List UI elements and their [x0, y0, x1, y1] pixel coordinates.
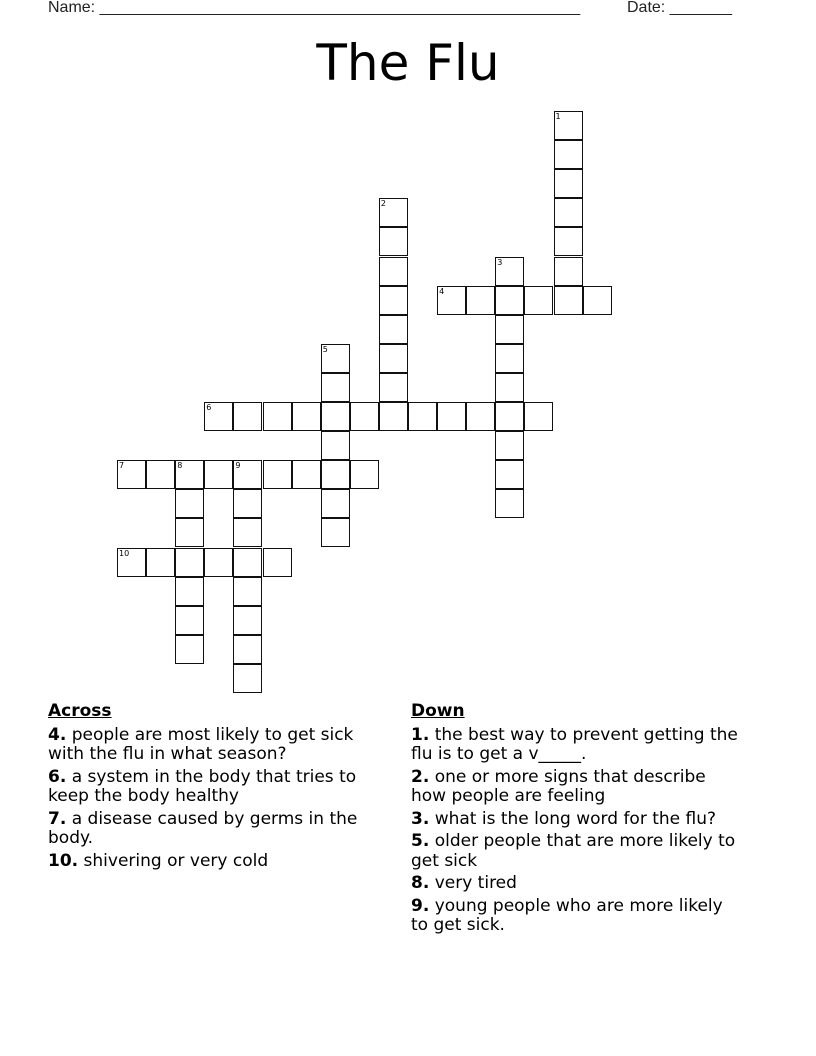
- crossword-cell[interactable]: [321, 489, 350, 518]
- down-clues: [411, 702, 741, 939]
- clue-down-8: 8. very tired: [411, 873, 517, 893]
- crossword-cell[interactable]: [175, 606, 204, 635]
- clue-across-10: 10. shivering or very cold: [48, 850, 269, 871]
- crossword-cell[interactable]: [379, 373, 408, 402]
- clue-number: 3: [497, 257, 503, 267]
- crossword-cell[interactable]: [263, 460, 292, 489]
- crossword-cell[interactable]: [204, 402, 233, 431]
- crossword-cell[interactable]: [233, 577, 262, 606]
- crossword-cell[interactable]: [495, 286, 524, 315]
- crossword-cell[interactable]: [321, 373, 350, 402]
- crossword-cell[interactable]: [554, 227, 583, 256]
- clue-number: 5: [322, 344, 328, 354]
- clue-number: 7: [119, 461, 125, 471]
- crossword-cell[interactable]: [554, 169, 583, 198]
- crossword-cell[interactable]: [379, 315, 408, 344]
- across-clues: [48, 702, 378, 874]
- clue-down-5: 5. older people that are more likely to get sick: [411, 831, 736, 871]
- crossword-cell[interactable]: [204, 548, 233, 577]
- crossword-cell[interactable]: [321, 402, 350, 431]
- crossword-cell[interactable]: [379, 198, 408, 227]
- clue-down-1: 1. the best way to prevent getting the flu is to get a v_____.: [411, 724, 738, 764]
- crossword-cell[interactable]: [379, 227, 408, 256]
- crossword-cell[interactable]: [175, 548, 204, 577]
- across-heading: Across: [48, 701, 112, 721]
- crossword-cell[interactable]: [466, 286, 495, 315]
- crossword-cell[interactable]: [175, 577, 204, 606]
- crossword-cell[interactable]: [175, 460, 204, 489]
- crossword-cell[interactable]: [495, 257, 524, 286]
- crossword-cell[interactable]: [292, 402, 321, 431]
- crossword-cell[interactable]: [233, 606, 262, 635]
- clue-down-3: 3. what is the long word for the flu?: [411, 808, 717, 829]
- crossword-cell[interactable]: [233, 635, 262, 664]
- crossword-cell[interactable]: [437, 402, 466, 431]
- clue-number: 10: [119, 548, 130, 558]
- crossword-cell[interactable]: [117, 548, 146, 577]
- crossword-cell[interactable]: [554, 286, 583, 315]
- crossword-cell[interactable]: [554, 198, 583, 227]
- crossword-cell[interactable]: [408, 402, 437, 431]
- crossword-cell[interactable]: [233, 489, 262, 518]
- crossword-cell[interactable]: [204, 460, 233, 489]
- clue-number: 6: [206, 403, 212, 412]
- crossword-cell[interactable]: [233, 664, 262, 693]
- crossword-cell[interactable]: [233, 402, 262, 431]
- clue-down-9: 9. young people who are more likely to get sick.: [411, 895, 723, 935]
- crossword-cell[interactable]: [379, 286, 408, 315]
- crossword-cell[interactable]: [495, 431, 524, 460]
- crossword-cell[interactable]: [554, 111, 583, 140]
- clue-down-2: 2. one or more signs that describe how people are feeling: [411, 766, 706, 806]
- crossword-cell[interactable]: [233, 460, 262, 489]
- crossword-cell[interactable]: [175, 489, 204, 518]
- crossword-cell[interactable]: [175, 518, 204, 547]
- crossword-cell[interactable]: [495, 460, 524, 489]
- clue-number: 1: [555, 112, 561, 121]
- crossword-cell[interactable]: [495, 373, 524, 402]
- crossword-cell[interactable]: [146, 548, 175, 577]
- clue-number: 8: [177, 461, 183, 471]
- crossword-cell[interactable]: [379, 344, 408, 373]
- crossword-cell[interactable]: [350, 460, 379, 489]
- crossword-cell[interactable]: [524, 286, 553, 315]
- crossword-cell[interactable]: [437, 286, 466, 315]
- down-heading: Down: [411, 701, 465, 721]
- page-title: The Flu: [316, 34, 500, 92]
- crossword-cell[interactable]: [117, 460, 146, 489]
- crossword-cell[interactable]: [379, 402, 408, 431]
- crossword-cell[interactable]: [233, 518, 262, 547]
- crossword-cell[interactable]: [321, 518, 350, 547]
- crossword-cell[interactable]: [466, 402, 495, 431]
- crossword-cell[interactable]: [495, 344, 524, 373]
- clue-number: 2: [380, 199, 386, 209]
- crossword-cell[interactable]: [554, 140, 583, 169]
- clue-number: 9: [235, 461, 241, 471]
- crossword-cell[interactable]: [495, 402, 524, 431]
- name-field[interactable]: Name: ______________________________________________________: [48, 0, 581, 16]
- crossword-cell[interactable]: [233, 548, 262, 577]
- crossword-cell[interactable]: [350, 402, 379, 431]
- crossword-cell[interactable]: [263, 548, 292, 577]
- crossword-cell[interactable]: [554, 257, 583, 286]
- date-field[interactable]: Date: _______: [627, 0, 732, 16]
- crossword-cell[interactable]: [175, 635, 204, 664]
- crossword-cell[interactable]: [321, 460, 350, 489]
- crossword-cell[interactable]: [146, 460, 175, 489]
- crossword-cell[interactable]: [263, 402, 292, 431]
- clue-number: 4: [439, 286, 445, 296]
- clue-across-4: 4. people are most likely to get sick with the flu in what season?: [48, 724, 354, 764]
- crossword-cell[interactable]: [321, 431, 350, 460]
- crossword-cell[interactable]: [321, 344, 350, 373]
- crossword-cell[interactable]: [292, 460, 321, 489]
- crossword-cell[interactable]: [495, 315, 524, 344]
- clue-across-7: 7. a disease caused by germs in the body.: [48, 808, 358, 848]
- crossword-cell[interactable]: [583, 286, 612, 315]
- crossword-cell[interactable]: [379, 257, 408, 286]
- crossword-cell[interactable]: [524, 402, 553, 431]
- clue-across-6: 6. a system in the body that tries to keep the body healthy: [48, 766, 357, 806]
- crossword-cell[interactable]: [495, 489, 524, 518]
